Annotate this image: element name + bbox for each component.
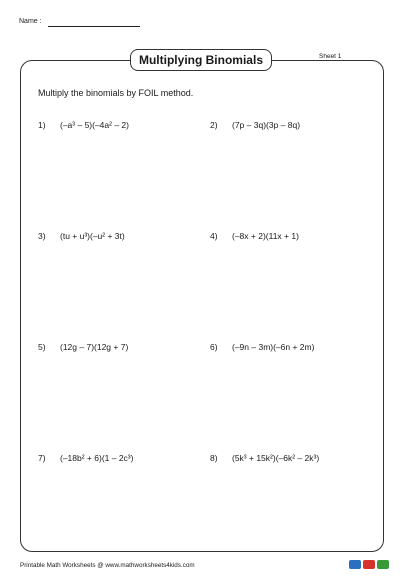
problem-expression: (–a³ – 5)(–4a² – 2) — [60, 120, 129, 130]
logo-block-blue — [349, 560, 361, 569]
problem-expression: (5k³ + 15k²)(–6k² – 2k³) — [232, 453, 320, 463]
problem-2 — [210, 120, 300, 130]
problem-number: 8) — [210, 453, 218, 463]
name-label: Name : — [19, 18, 42, 25]
problem-expression: (12g – 7)(12g + 7) — [60, 342, 129, 352]
problem-number: 5) — [38, 342, 46, 352]
logo-block-red — [363, 560, 375, 569]
name-line[interactable] — [48, 26, 140, 27]
problem-number: 1) — [38, 120, 46, 130]
problem-number: 2) — [210, 120, 218, 130]
problem-expression: (7p – 3q)(3p – 8q) — [232, 120, 301, 130]
problem-5 — [38, 342, 128, 352]
problem-1 — [38, 120, 129, 130]
worksheet-frame — [20, 60, 384, 552]
problem-3 — [38, 231, 125, 241]
problem-number: 7) — [38, 453, 46, 463]
worksheet-title: Multiplying Binomials — [130, 49, 272, 71]
problem-number: 4) — [210, 231, 218, 241]
problem-expression: (–9n – 3m)(–6n + 2m) — [232, 342, 315, 352]
problem-7 — [38, 453, 133, 463]
instructions: Multiply the binomials by FOIL method. — [38, 88, 194, 98]
problem-4 — [210, 231, 299, 241]
footer-text: Printable Math Worksheets @ www.mathworksheets4kids.com — [20, 562, 195, 569]
problem-8 — [210, 453, 319, 463]
problem-expression: (tu + u³)(–u² + 3t) — [60, 231, 125, 241]
logo-block-green — [377, 560, 389, 569]
sheet-number: Sheet 1 — [319, 53, 342, 60]
problem-expression: (–18b² + 6)(1 – 2c³) — [60, 453, 134, 463]
site-logo-icon — [348, 557, 390, 571]
problem-number: 6) — [210, 342, 218, 352]
problem-expression: (–8x + 2)(11x + 1) — [232, 231, 299, 241]
problem-6 — [210, 342, 314, 352]
problem-number: 3) — [38, 231, 46, 241]
